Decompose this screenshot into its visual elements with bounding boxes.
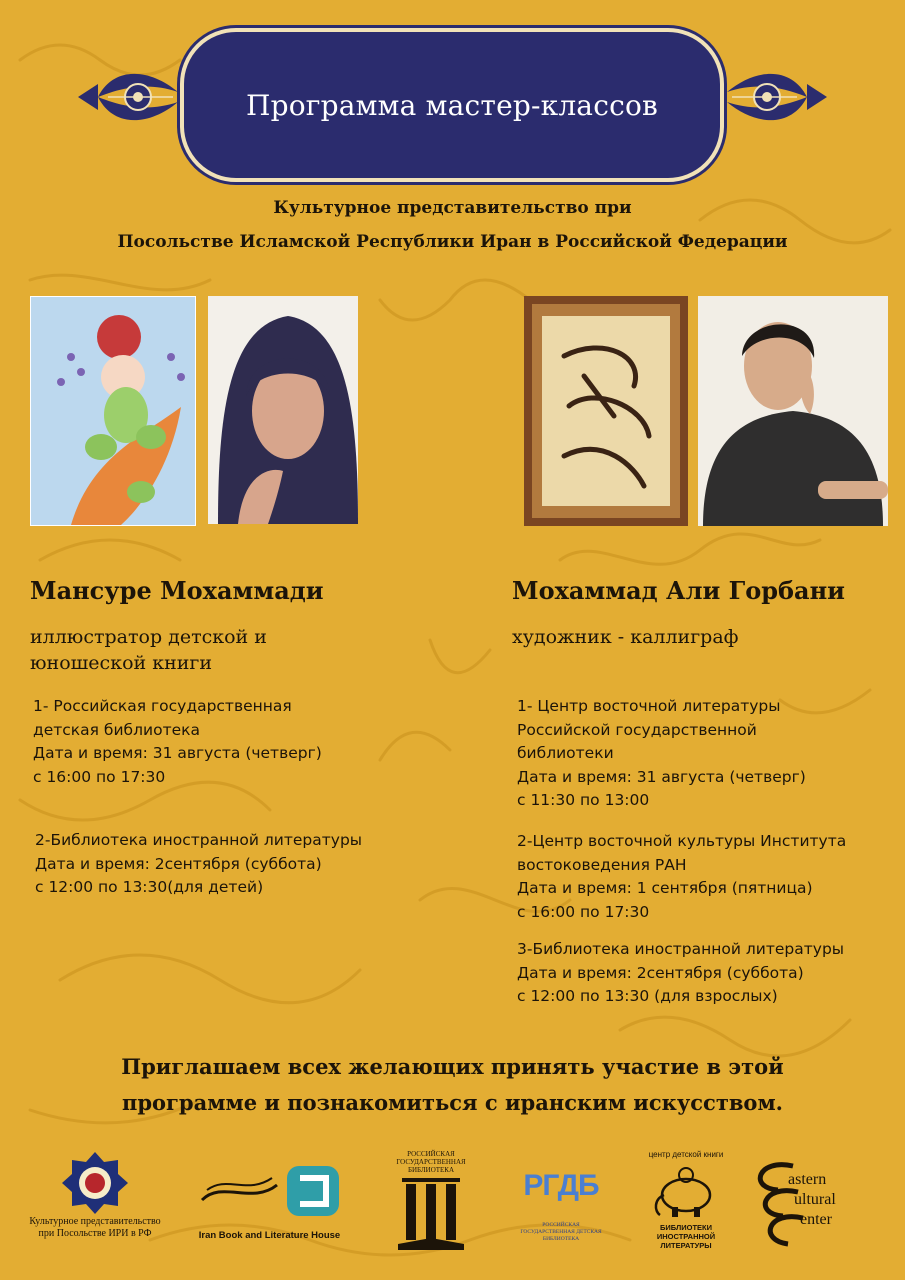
cultural-representation-logo: [10, 1150, 180, 1240]
rgdb-logo: [516, 1150, 606, 1243]
ecc-line-1: astern: [788, 1171, 827, 1188]
book-house-mark-icon: [192, 1160, 347, 1226]
russian-state-library-logo: [396, 1150, 466, 1256]
vgbil-top-caption: центр детской книги: [648, 1150, 724, 1159]
cultural-rep-caption-2: при Посольстве ИРИ в РФ: [38, 1228, 152, 1239]
artist-name-right: Мохаммад Али Горбани: [512, 576, 845, 605]
ecc-line-3: enter: [800, 1211, 832, 1228]
artist-role-right: художник - каллиграф: [512, 626, 739, 648]
rgdb-caption: РОССИЙСКАЯ ГОСУДАРСТВЕННАЯ ДЕТСКАЯ БИБЛИОТЕКА: [520, 1222, 602, 1242]
elephant-icon: [646, 1159, 726, 1219]
library-columns-icon: [396, 1174, 466, 1252]
event-line: 3-Библиотека иностранной литературы: [517, 940, 845, 958]
event-line: 2-Центр восточной культуры Института: [517, 832, 847, 850]
ecc-line-2: ultural: [794, 1191, 836, 1208]
event-line: Дата и время: 31 августа (четверг): [33, 744, 322, 762]
event-line: с 12:00 по 13:30(для детей): [35, 878, 264, 896]
artist-role-left-line-1: иллюстратор детской и: [30, 626, 267, 648]
rgdb-letters: [518, 1150, 604, 1222]
left-arabesque-ornament: [78, 62, 188, 132]
organizer-line-2: Посольстве Исламской Республики Иран в Российской Федерации: [117, 232, 788, 252]
foreign-literature-library-logo: [646, 1150, 726, 1250]
emblem-icon: [60, 1150, 130, 1216]
event-line: библиотеки: [517, 744, 614, 762]
rgb-caption-2: ГОСУДАРСТВЕННАЯ: [396, 1158, 466, 1166]
artist-role-left: [30, 624, 267, 676]
organizer-line-1: Культурное представительство при: [273, 198, 632, 218]
calligraphy-artwork-image: [524, 296, 688, 526]
page-title: Программа мастер-классов: [245, 88, 658, 122]
vgbil-caption-1: БИБЛИОТЕКИ: [659, 1223, 713, 1232]
iran-book-house-logo: [192, 1160, 347, 1242]
event-line: востоковедения РАН: [517, 855, 687, 874]
iran-book-house-caption: Iran Book and Literature House: [198, 1230, 341, 1241]
event-line: Дата и время: 2сентября (суббота): [35, 854, 322, 873]
right-arabesque-ornament: [717, 62, 827, 132]
event-line: с 12:00 по 13:30 (для взрослых): [517, 987, 778, 1005]
event-line: Дата и время: 31 августа (четверг): [517, 767, 806, 786]
illustration-image: [30, 296, 196, 526]
vgbil-caption-3: ЛИТЕРАТУРЫ: [660, 1241, 712, 1250]
cultural-rep-caption-1: Культурное представительство: [29, 1216, 161, 1227]
event-line: с 16:00 по 17:30: [517, 902, 650, 921]
event-line: 1- Российская государственная: [33, 697, 292, 715]
rgdb-letters-text: РГДБ: [523, 1169, 599, 1202]
rgb-caption-3: БИБЛИОТЕКА: [407, 1166, 455, 1174]
invitation-line-1: Приглашаем всех желающих принять участие в этой: [121, 1054, 784, 1079]
event-block: [517, 830, 846, 924]
event-block: [517, 938, 844, 1009]
portrait-mansoureh-mohammadi: [208, 296, 358, 524]
event-line: с 16:00 по 17:30: [33, 767, 166, 786]
event-line: детская библиотека: [33, 720, 200, 739]
eastern-cultural-center-logo: [748, 1158, 898, 1248]
event-line: Российской государственной: [517, 720, 757, 739]
invitation-line-2: программе и познакомиться с иранским искусством.: [121, 1090, 783, 1115]
artist-name-left: Мансуре Мохаммади: [30, 576, 324, 605]
event-line: 1- Центр восточной литературы: [517, 697, 781, 715]
vgbil-caption-2: ИНОСТРАННОЙ: [656, 1232, 716, 1241]
artist-role-left-line-2: юношеской книги: [30, 652, 213, 674]
rgb-caption-1: РОССИЙСКАЯ: [407, 1150, 455, 1158]
event-line: 2-Библиотека иностранной литературы: [35, 831, 363, 849]
event-line: с 11:30 по 13:00: [517, 791, 650, 809]
event-block: [35, 829, 362, 900]
title-banner: [180, 28, 724, 182]
event-block: [517, 695, 806, 813]
event-line: Дата и время: 2сентября (суббота): [517, 963, 804, 982]
portrait-mohammad-ali-ghorbani: [698, 296, 888, 526]
event-line: Дата и время: 1 сентября (пятница): [517, 879, 813, 897]
event-block: [33, 695, 322, 789]
